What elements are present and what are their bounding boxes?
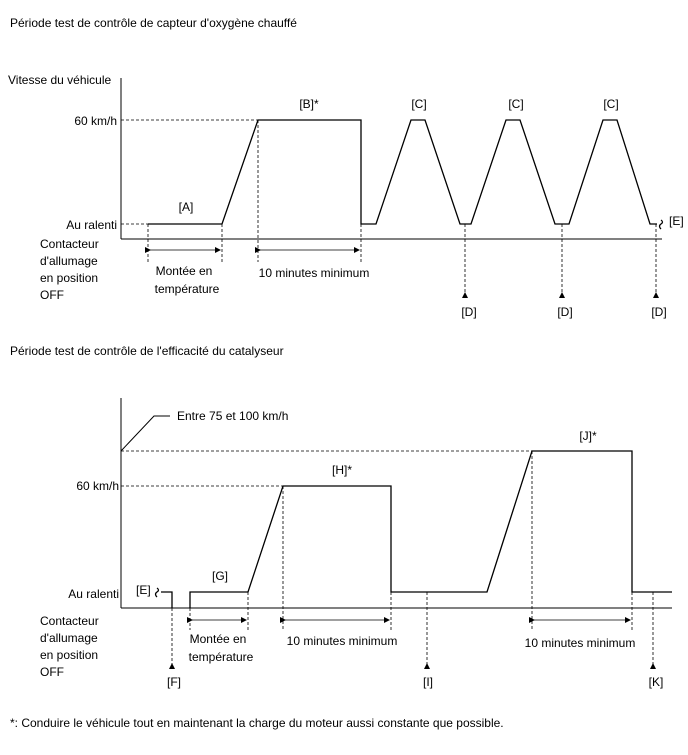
diagram2-label-k: [K] (648, 675, 664, 689)
diagram1-label-b: [B]* (299, 97, 319, 111)
svg-text:d'allumage: d'allumage (40, 631, 98, 645)
diagram1-label-c1: [C] (411, 97, 427, 111)
svg-text:OFF: OFF (40, 288, 64, 302)
diagram1-ignition-off-label (40, 237, 99, 302)
diagram2-ten-minutes-label-1: 10 minutes minimum (286, 634, 398, 648)
diagram1-title: Période test de contrôle de capteur d'oxygène chauffé (10, 16, 297, 30)
diagram1-label-d3: [D] (651, 305, 667, 319)
diagram2-level-idle: Au ralenti (68, 587, 119, 601)
triangle-up-icon (169, 663, 175, 669)
diagram1-y-axis-label: Vitesse du véhicule (8, 73, 112, 87)
diagram1-label-d1: [D] (461, 305, 477, 319)
svg-text:OFF: OFF (40, 665, 64, 679)
diagram2-label-e: [E] (136, 583, 151, 597)
diagram1-break-mark-icon (660, 220, 663, 229)
diagram1-speed-trace (148, 120, 657, 224)
diagram1-label-e: [E] (669, 214, 684, 228)
svg-text:Contacteur: Contacteur (40, 614, 99, 628)
diagram2-level-high: 60 km/h (76, 479, 119, 493)
diagram2-warmup-line1: Montée en (189, 632, 247, 646)
footnote: *: Conduire le véhicule tout en maintenant la charge du moteur aussi constante que possible. (10, 716, 504, 730)
oxygen-sensor-test-diagram (8, 16, 684, 319)
diagram2-warmup-line2: température (188, 650, 254, 664)
svg-text:Contacteur: Contacteur (40, 237, 99, 251)
diagram2-label-g: [G] (211, 569, 229, 583)
triangle-up-icon (462, 292, 468, 298)
diagram2-break-mark-icon (156, 588, 159, 597)
triangle-up-icon (650, 663, 656, 669)
svg-text:d'allumage: d'allumage (40, 254, 98, 268)
diagram1-ten-minutes-label: 10 minutes minimum (258, 266, 370, 280)
diagram2-label-j: [J]* (579, 429, 597, 443)
diagram1-warmup-line2: température (154, 282, 220, 296)
diagram2-range-leader (121, 416, 170, 451)
svg-text:en position: en position (40, 271, 99, 285)
diagram2-ignition-off-label (40, 614, 99, 679)
diagram2-label-i: [I] (422, 675, 434, 689)
triangle-up-icon (559, 292, 565, 298)
diagram2-label-f: [F] (167, 675, 181, 689)
diagram1-level-idle: Au ralenti (66, 218, 117, 232)
diagram2-range-label: Entre 75 et 100 km/h (177, 409, 289, 423)
catalyst-efficiency-test-diagram (10, 344, 672, 689)
diagram1-level-high: 60 km/h (74, 114, 117, 128)
diagram1-warmup-line1: Montée en (155, 264, 213, 278)
svg-text:en position: en position (40, 648, 99, 662)
diagram2-title: Période test de contrôle de l'efficacité du catalyseur (10, 344, 284, 358)
triangle-up-icon (653, 292, 659, 298)
diagram1-label-c3: [C] (603, 97, 619, 111)
triangle-up-icon (424, 663, 430, 669)
diagram2-ten-minutes-label-2: 10 minutes minimum (524, 636, 636, 650)
diagram2-speed-trace (190, 451, 672, 608)
diagram1-label-c2: [C] (508, 97, 524, 111)
diagram1-label-d2: [D] (557, 305, 573, 319)
diagram1-label-a: [A] (178, 200, 194, 214)
diagram2-label-h: [H]* (331, 463, 353, 477)
diagram2-start-trace (161, 592, 172, 608)
